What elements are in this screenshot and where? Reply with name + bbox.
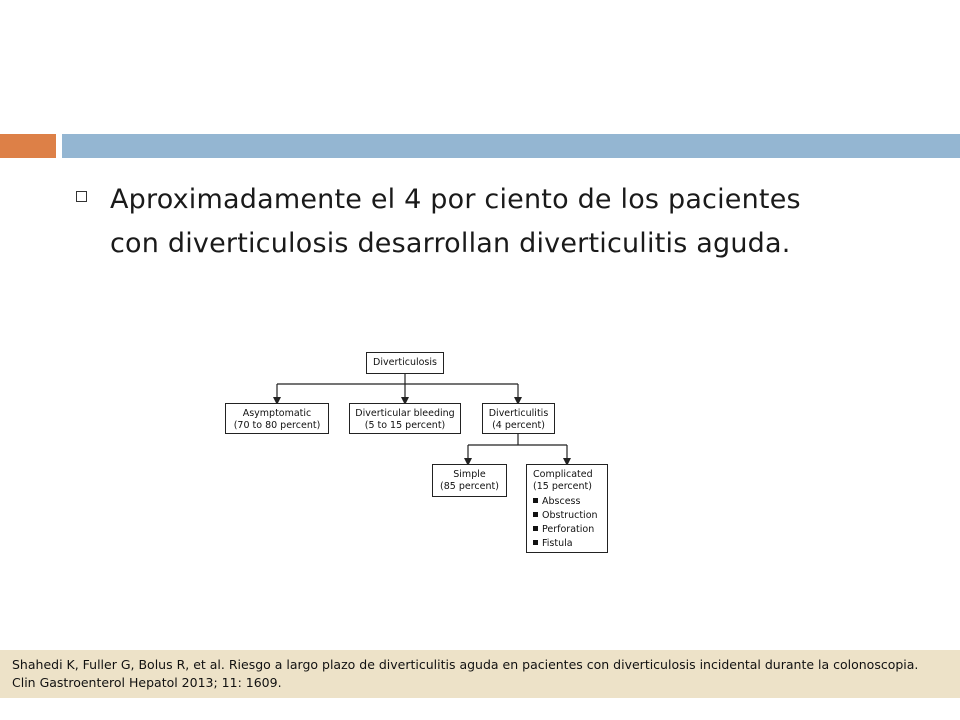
citation-line-2: Clin Gastroenterol Hepatol 2013; 11: 1609. (12, 675, 282, 690)
node-asymptomatic (225, 403, 329, 434)
bullet-line-2: con diverticulosis desarrollan diverticulitis aguda. (110, 228, 791, 259)
complication-item (533, 537, 607, 551)
complication-item (533, 509, 607, 523)
node-bleeding-detail: (5 to 15 percent) (364, 420, 446, 431)
complication-item (533, 523, 607, 537)
citation-footer (0, 650, 960, 698)
node-diverticulitis-title: Diverticulitis (488, 408, 549, 419)
node-complicated-detail: (15 percent) (533, 481, 592, 492)
node-simple (432, 464, 507, 497)
node-diverticulitis (482, 403, 555, 434)
node-asymptomatic-title: Asymptomatic (242, 408, 312, 419)
complication-label: Obstruction (542, 510, 598, 521)
node-diverticulosis (366, 352, 444, 374)
complication-label: Abscess (542, 496, 581, 507)
node-simple-title: Simple (453, 469, 486, 480)
complication-list (533, 495, 607, 551)
node-simple-detail: (85 percent) (440, 481, 499, 492)
node-complicated-title: Complicated (533, 469, 593, 480)
square-bullet-icon (533, 526, 538, 531)
bullet-line-1: Aproximadamente el 4 por ciento de los pacientes (110, 184, 801, 215)
node-asymptomatic-detail: (70 to 80 percent) (233, 420, 321, 431)
node-complicated (526, 464, 608, 553)
node-bleeding (349, 403, 461, 434)
square-bullet-icon (533, 512, 538, 517)
complication-label: Perforation (542, 524, 595, 535)
square-bullet-icon (533, 498, 538, 503)
complication-label: Fistula (542, 538, 573, 549)
square-bullet-icon (533, 540, 538, 545)
node-diverticulitis-detail: (4 percent) (492, 420, 545, 431)
node-diverticulosis-label: Diverticulosis (373, 357, 437, 368)
citation-line-1: Shahedi K, Fuller G, Bolus R, et al. Riesgo a largo plazo de diverticulitis aguda en pacientes con diverticulosis incidental durante la colonoscopia. (12, 657, 919, 672)
complication-item (533, 495, 607, 509)
node-bleeding-title: Diverticular bleeding (355, 408, 455, 419)
